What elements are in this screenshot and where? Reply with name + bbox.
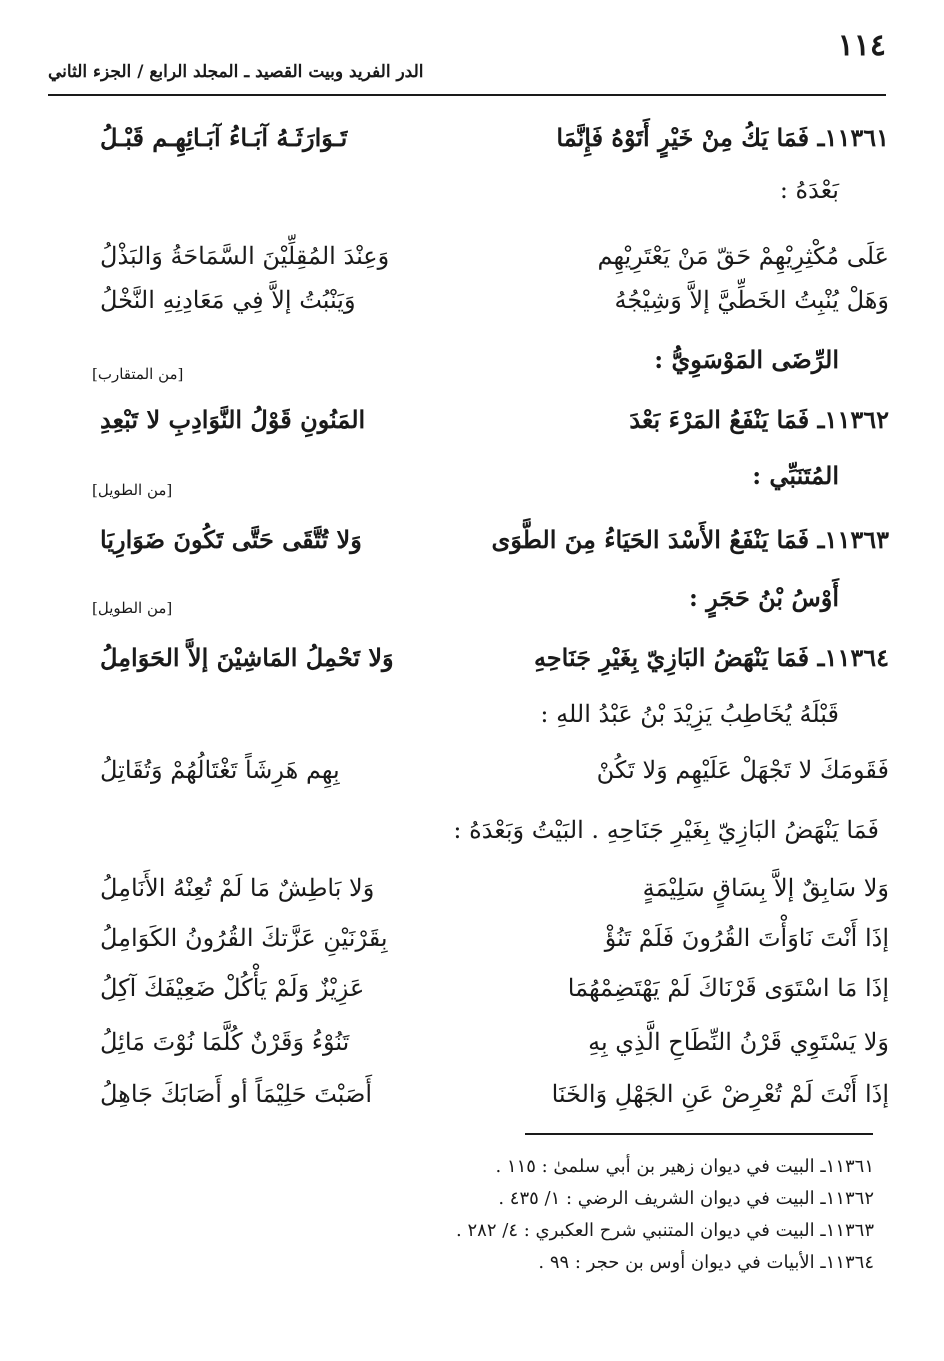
verse-11363: [100, 518, 889, 562]
footnote: ١١٣٦١ـ البيت في ديوان زهير بن أبي سلمىٰ : ١١٥ .: [495, 1156, 874, 1177]
page-number: ١١٤: [837, 28, 886, 63]
after-verse: [100, 1072, 889, 1116]
verse-hemistich-first: ١١٣٦١ـ فَمَا يَكُ مِنْ خَيْرٍ أَتَوْهُ فَإِنَّمَا: [556, 123, 889, 152]
context-verse: [100, 234, 889, 278]
footnote-separator: [525, 1133, 873, 1135]
verse-11364: [100, 636, 889, 680]
footnote: ١١٣٦٢ـ البيت في ديوان الشريف الرضي : ١/ ٤٣٥ .: [498, 1188, 874, 1209]
after-verse: [100, 916, 889, 960]
verse-hemistich-second: تَـوَارَثَـهُ آبَـاءُ آبَـائِهِـم قَبْـلُ: [100, 123, 348, 152]
after-verse: [100, 866, 889, 910]
verse-hemistich-first: إذَا أَنْتَ لَمْ تُعْرِضْ عَنِ الجَهْلِ وَالخَنَا: [551, 1080, 889, 1108]
verse-hemistich-second: بِقَرْنَيْنِ عَزَّتكَ القُرُونُ الكَوَامِلُ: [100, 924, 388, 952]
poet-name: أَوْسُ بْنُ حَجَرٍ :: [689, 583, 839, 612]
verse-11361: [100, 116, 889, 160]
poet-name: الرِّضَى المَوْسَوِيُّ :: [654, 345, 839, 374]
verse-hemistich-second: وَلا بَاطِشٌ مَا لَمْ تُعِنْهُ الأَنَامِلُ: [100, 874, 375, 902]
verse-hemistich-second: وَعِنْدَ المُقِلِّيْنَ السَّمَاحَةُ وَالبَذْلُ: [100, 242, 390, 270]
verse-hemistich-first: وَلا يَسْتَوِي قَرْنُ النِّطَاحِ الَّذِي بِهِ: [588, 1028, 889, 1056]
header-rule: [48, 94, 886, 96]
verse-hemistich-second: عَزِيْزٌ وَلَمْ يَأْكُلْ ضَعِيْفَكَ آكِلُ: [100, 974, 365, 1002]
verse-hemistich-first: وَلا سَابِقٌ إلاَّ بِسَاقٍ سَلِيْمَةٍ: [642, 874, 889, 902]
context-verse: [100, 278, 889, 322]
verse-hemistich-first: إذَا مَا اسْتَوَى قَرْنَاكَ لَمْ يَهْتَضِمْهُمَا: [567, 974, 889, 1002]
before-verse: [100, 748, 889, 792]
verse-hemistich-first: عَلَى مُكْثِرِيْهِمْ حَقّ مَنْ يَعْتَرِيْهِم: [597, 242, 889, 270]
page-header: [48, 28, 886, 90]
verse-11362: [100, 398, 889, 442]
verse-hemistich-first: وَهَلْ يُنْبِتُ الخَطِّيَّ إلاَّ وَشِيْجُهُ: [614, 286, 889, 314]
repeat-line: فَمَا يَنْهَضُ البَازِيّ بِغَيْرِ جَنَاحِهِ . البَيْتُ وَبَعْدَهُ :: [453, 816, 879, 844]
verse-hemistich-second: تَنُوْءُ وَقَرْنٌ كُلَّمَا نُوْتَ مَائِلُ: [100, 1028, 350, 1056]
after-verse: [100, 1020, 889, 1064]
verse-hemistich-first: ١١٣٦٢ـ فَمَا يَنْفَعُ المَرْءَ بَعْدَ: [629, 405, 889, 434]
before-label: قَبْلَهُ يُخَاطِبُ يَزِيْدَ بْنُ عَبْدُ اللهِ :: [540, 700, 839, 728]
footnote: ١١٣٦٤ـ الأبيات في ديوان أوس بن حجر : ٩٩ .: [538, 1252, 874, 1273]
verse-hemistich-first: إذَا أَنْتَ نَاوَأْتَ القُرُونَ فَلَمْ تَنُؤْ: [604, 924, 889, 952]
running-title: الدر الفريد وبيت القصيد ـ المجلد الرابع / الجزء الثاني: [48, 62, 424, 82]
verse-hemistich-second: وَلا تُتَّقَى حَتَّى تَكُونَ ضَوَارِيَا: [100, 525, 362, 554]
meter-label: [من الطويل]: [92, 599, 173, 617]
verse-hemistich-second: بِهِم هَرِشَاً تَغْتَالُهُمْ وَتُقَاتِلُ: [100, 756, 340, 784]
verse-hemistich-first: فَقَومَكَ لا تَجْهَلْ عَلَيْهِم وَلا تَكُنْ: [596, 756, 889, 784]
meter-label: [من المتقارب]: [92, 365, 184, 383]
verse-hemistich-second: وَيَنْبُتُ إلاَّ فِي مَعَادِنِهِ النَّخْلُ: [100, 286, 356, 314]
after-verse: [100, 966, 889, 1010]
verse-hemistich-first: ١١٣٦٣ـ فَمَا يَنْفَعُ الأَسْدَ الحَيَاءُ مِنَ الطَّوَى: [491, 525, 889, 554]
verse-hemistich-second: وَلا تَحْمِلُ المَاشِيْنَ إلاَّ الحَوَامِلُ: [100, 643, 394, 672]
verse-hemistich-first: ١١٣٦٤ـ فَمَا يَنْهَضُ البَازِيّ بِغَيْرِ جَنَاحِهِ: [533, 643, 889, 672]
meter-label: [من الطويل]: [92, 481, 173, 499]
footnote: ١١٣٦٣ـ البيت في ديوان المتنبي شرح العكبري : ٤/ ٢٨٢ .: [456, 1220, 874, 1241]
poet-name: المُتَنَبِّي :: [752, 461, 839, 490]
verse-hemistich-second: أَصَبْتَ حَلِيْمَاً أو أَصَابَكَ جَاهِلُ: [100, 1080, 373, 1108]
verse-hemistich-second: المَنُونِ قَوْلُ النَّوَادِبِ لا تَبْعِدِ: [100, 405, 366, 434]
after-label: بَعْدَهُ :: [779, 176, 839, 204]
